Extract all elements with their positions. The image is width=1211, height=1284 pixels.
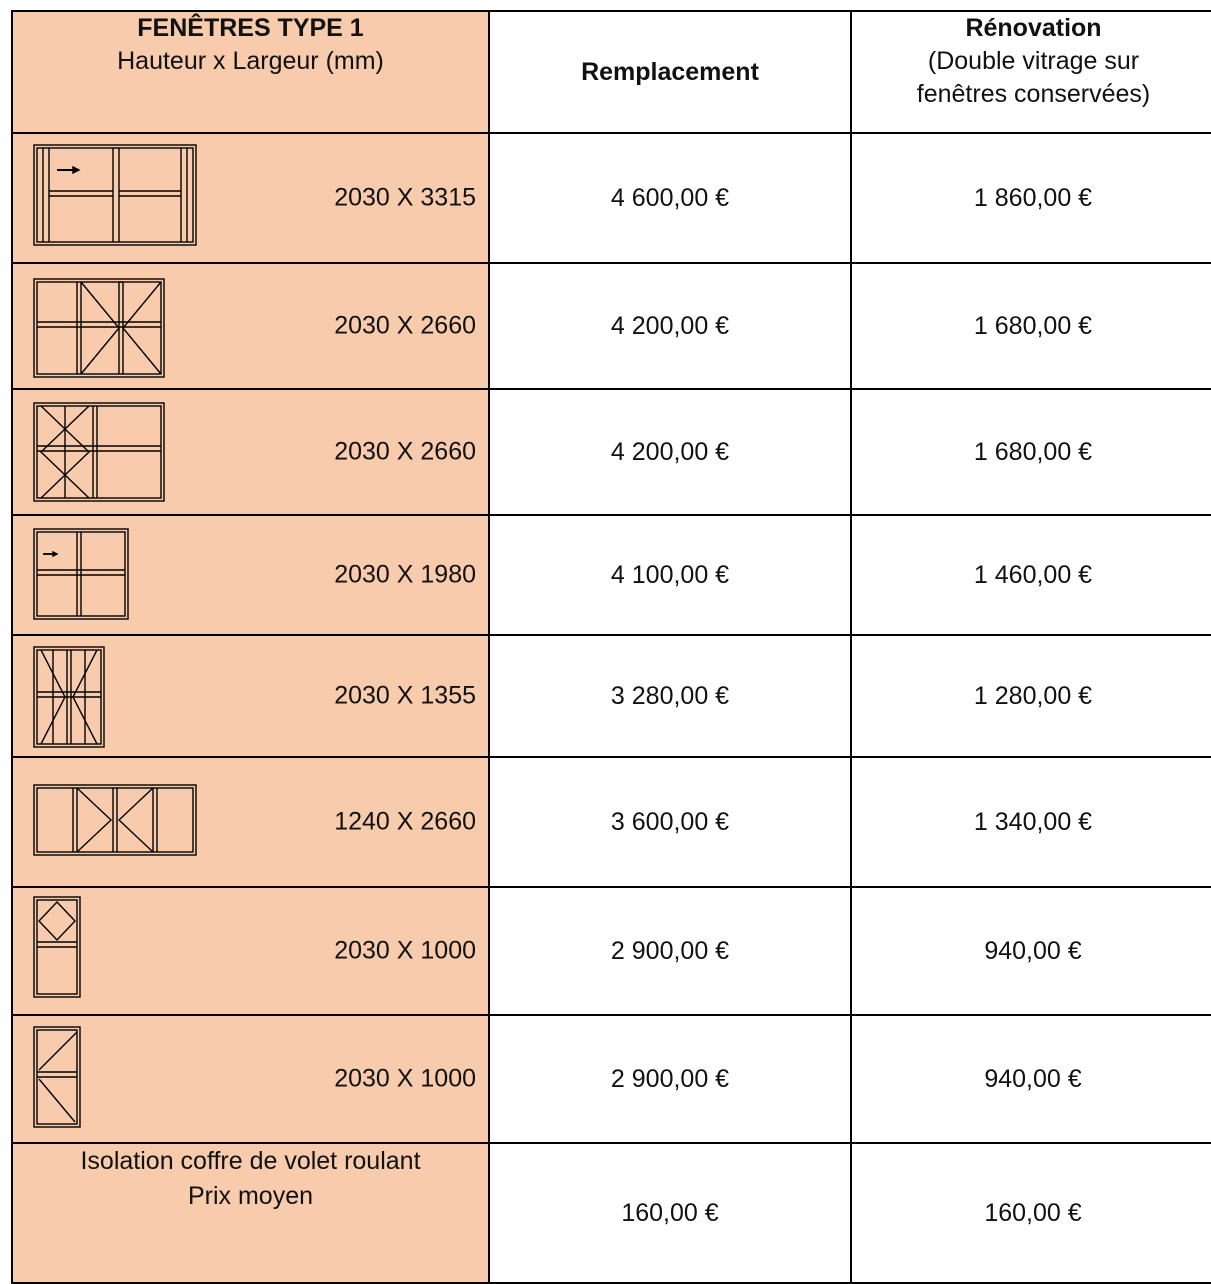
dimension-label: 1240 X 2660 [334,807,476,836]
dimension-label: 2030 X 1980 [334,560,476,589]
dimension-label: 2030 X 2660 [334,311,476,340]
dimension-label: 2030 X 1000 [334,936,476,965]
dimension-label: 2030 X 3315 [334,183,476,212]
table-row [12,635,1211,757]
dimension-cell [12,887,489,1015]
price-remplacement: 3 280,00 € [489,635,851,757]
dimension-cell [12,263,489,389]
dimension-label: 2030 X 2660 [334,437,476,466]
header-title: FENÊTRES TYPE 1 [137,14,364,42]
footer-label-line2: Prix moyen [187,1182,314,1210]
price-remplacement: 3 600,00 € [489,757,851,887]
header-dimensions [12,11,489,133]
price-renovation: 940,00 € [851,1015,1211,1143]
price-remplacement: 4 200,00 € [489,263,851,389]
price-renovation: 940,00 € [851,887,1211,1015]
price-renovation: 160,00 € [851,1143,1211,1283]
price-renovation: 1 680,00 € [851,389,1211,515]
window-diagonal-panes-icon [33,1026,81,1128]
casement-window-3-leaves-icon [33,278,165,378]
table-row [12,263,1211,389]
sliding-window-2-panes-icon [33,528,129,620]
header-renovation-sub2: fenêtres conservées) [916,80,1151,108]
table-row [12,1015,1211,1143]
price-renovation: 1 680,00 € [851,263,1211,389]
table-row-footer [12,1143,1211,1283]
price-renovation: 1 280,00 € [851,635,1211,757]
price-remplacement: 2 900,00 € [489,1015,851,1143]
header-renovation-title: Rénovation [965,14,1102,42]
sliding-window-4-panes-icon [33,144,197,246]
dimension-cell [12,515,489,635]
table-row [12,389,1211,515]
header-subtitle: Hauteur x Largeur (mm) [117,47,384,75]
price-table [11,10,1211,1284]
header-remplacement: Remplacement [489,11,851,133]
dimension-cell [12,757,489,887]
casement-window-mixed-icon [33,402,165,502]
dimension-cell [12,133,489,263]
header-renovation [851,11,1211,133]
table-row [12,757,1211,887]
casement-window-2-leaves-icon [33,646,105,748]
price-renovation: 1 860,00 € [851,133,1211,263]
header-renovation-sub1: (Double vitrage sur [927,47,1140,75]
footer-label-line1: Isolation coffre de volet roulant [80,1147,421,1175]
dimension-label: 2030 X 1355 [334,681,476,710]
dimension-cell [12,635,489,757]
window-diamond-top-icon [33,896,81,998]
price-renovation: 1 460,00 € [851,515,1211,635]
table-row [12,515,1211,635]
header-row [12,11,1211,133]
dimension-cell [12,389,489,515]
wide-window-4-panels-icon [33,784,197,856]
dimension-cell [12,1015,489,1143]
price-remplacement: 160,00 € [489,1143,851,1283]
price-remplacement: 4 600,00 € [489,133,851,263]
price-remplacement: 4 100,00 € [489,515,851,635]
table-row [12,887,1211,1015]
dimension-label: 2030 X 1000 [334,1064,476,1093]
price-remplacement: 2 900,00 € [489,887,851,1015]
footer-label-cell [12,1143,489,1283]
table-row [12,133,1211,263]
price-remplacement: 4 200,00 € [489,389,851,515]
price-renovation: 1 340,00 € [851,757,1211,887]
